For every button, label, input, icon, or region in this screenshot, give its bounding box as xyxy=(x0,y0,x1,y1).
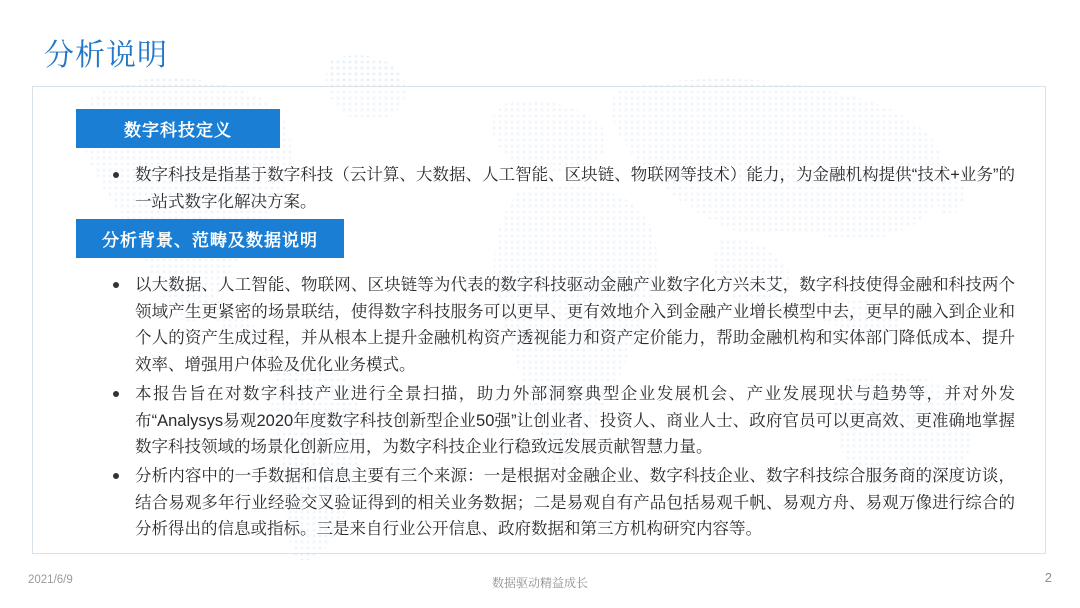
background-bullet-list xyxy=(33,272,1045,543)
list-item xyxy=(105,272,1015,379)
bullet-dot-icon xyxy=(113,473,119,479)
section-heading-background: 分析背景、范畴及数据说明 xyxy=(76,219,344,258)
bullet-dot-icon xyxy=(113,172,119,178)
section-heading-row xyxy=(33,219,1045,258)
footer-date: 2021/6/9 xyxy=(28,574,73,586)
list-item-text: 以大数据、人工智能、物联网、区块链等为代表的数字科技驱动金融产业数字化方兴未艾，数字科技使得金融和科技两个领域产生更紧密的场景联结，使得数字科技服务可以更早、更有效地介入到金融产业增长模型中去，更早的融入到企业和个人的资产生成过程，并从根本上提升金融机构资产透视能力和资产定价能力，帮助金融机构和实体部门降低成本、提升效率、增强用户体验及优化业务模式。 xyxy=(135,276,1015,375)
section-heading-row xyxy=(33,109,1045,148)
section-definition xyxy=(33,109,1045,217)
footer-tagline: 数据驱动精益成长 xyxy=(491,576,588,590)
bullet-dot-icon xyxy=(113,391,119,397)
footer-page-number: 2 xyxy=(1044,570,1052,585)
content-panel xyxy=(32,86,1046,554)
section-heading-definition: 数字科技定义 xyxy=(76,109,280,148)
page-title: 分析说明 xyxy=(44,39,168,72)
section-background xyxy=(33,219,1045,545)
list-item-text: 分析内容中的一手数据和信息主要有三个来源：一是根据对金融企业、数字科技企业、数字科技综合服务商的深度访谈，结合易观多年行业经验交叉验证得到的相关业务数据；二是易观自有产品包括易观千帆、易观方舟、易观万像进行综合的分析得出的信息或指标。三是来自行业公开信息、政府数据和第三方机构研究内容等。 xyxy=(135,467,1015,539)
bullet-dot-icon xyxy=(113,282,119,288)
list-item xyxy=(105,463,1015,543)
list-item-text: 本报告旨在对数字科技产业进行全景扫描，助力外部洞察典型企业发展机会、产业发展现状与趋势等，并对外发布“Analysys易观2020年度数字科技创新型企业50强”让创业者、投资人、商业人士、政府官员可以更高效、更准确地掌握数字科技领域的场景化创新应用，为数字科技企业行稳致远发展贡献智慧力量。 xyxy=(135,384,1015,457)
list-item xyxy=(105,381,1015,461)
list-item xyxy=(105,162,1015,215)
list-item-text: 数字科技是指基于数字科技（云计算、大数据、人工智能、区块链、物联网等技术）能力，为金融机构提供“技术+业务”的一站式数字化解决方案。 xyxy=(135,166,1015,211)
definition-bullet-list xyxy=(33,162,1045,215)
